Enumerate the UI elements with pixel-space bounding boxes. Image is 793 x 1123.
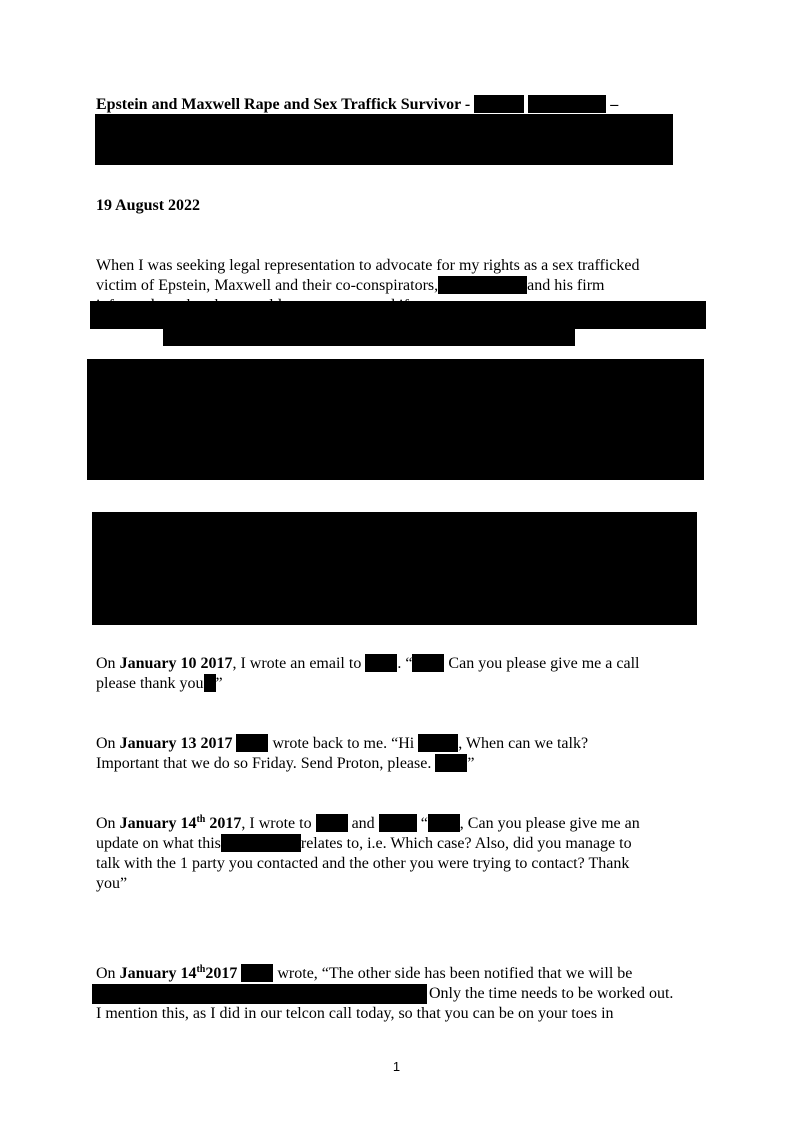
text-span: ” <box>215 675 223 692</box>
paragraph-line <box>96 654 639 674</box>
text-span: , I wrote an email to <box>232 655 362 672</box>
ordinal-suffix: th <box>196 814 206 825</box>
redaction <box>528 95 606 113</box>
ordinal-suffix: th <box>196 964 206 975</box>
text-span: On <box>96 735 116 752</box>
text-span: and his firm <box>527 277 605 294</box>
text-span: wrote, “The other side has been notified that we will be <box>273 965 633 982</box>
date-part: January 14 <box>119 815 197 832</box>
date-part: January 14 <box>119 965 197 982</box>
redaction <box>221 834 301 852</box>
text-span: victim of Epstein, Maxwell and their co-conspirators, <box>96 277 439 294</box>
text-span: , When can we talk? <box>458 735 589 752</box>
redaction <box>236 734 268 752</box>
redaction <box>438 276 527 294</box>
text-span: “ <box>416 815 428 832</box>
redaction-block <box>87 359 704 480</box>
page-number: 1 <box>392 1059 401 1074</box>
redaction <box>204 674 216 692</box>
paragraph-line: I mention this, as I did in our telcon call today, so that you can be on your toes in <box>96 1005 614 1022</box>
text-span: On <box>96 965 116 982</box>
text-span: and <box>347 815 375 832</box>
paragraph-line <box>96 834 632 854</box>
redaction <box>474 95 524 113</box>
redaction <box>412 654 444 672</box>
paragraph-line <box>96 964 632 984</box>
document-title <box>96 95 618 115</box>
date-text: January 10 2017 <box>119 655 233 672</box>
text-span: Can you please give me a call <box>444 655 640 672</box>
text-span: please thank you <box>96 675 204 692</box>
paragraph-line <box>96 276 604 296</box>
paragraph-line <box>96 734 588 754</box>
document-date: 19 August 2022 <box>96 197 201 214</box>
paragraph-line <box>96 674 223 694</box>
redaction <box>428 814 460 832</box>
redaction-block <box>92 512 697 625</box>
title-text: Epstein and Maxwell Rape and Sex Traffick Survivor - <box>96 96 471 113</box>
paragraph-line <box>96 814 640 834</box>
text-span: relates to, i.e. Which case? Also, did you manage to <box>300 835 632 852</box>
paragraph-line: talk with the 1 party you contacted and the other you were trying to contact? Thank <box>96 855 630 872</box>
text-span: . “ <box>397 655 413 672</box>
redaction-block <box>92 984 427 1004</box>
date-part: 2017 <box>205 965 238 982</box>
redaction-block <box>90 301 706 329</box>
text-span: ” <box>467 755 475 772</box>
paragraph-line: Only the time needs to be worked out. <box>429 985 674 1002</box>
paragraph-line: you” <box>96 875 128 892</box>
date-text <box>120 965 238 982</box>
text-span: , Can you please give me an <box>459 815 640 832</box>
text-span: On <box>96 815 116 832</box>
redaction-block <box>95 114 673 165</box>
redaction <box>365 654 397 672</box>
date-part: 2017 <box>205 815 242 832</box>
redaction <box>241 964 273 982</box>
redaction <box>316 814 348 832</box>
redaction-block <box>163 329 575 346</box>
text-span: update on what this <box>96 835 221 852</box>
redaction <box>418 734 458 752</box>
paragraph-line: When I was seeking legal representation to advocate for my rights as a sex trafficked <box>96 257 640 274</box>
text-span: On <box>96 655 116 672</box>
date-text: January 13 2017 <box>119 735 233 752</box>
text-span: , I wrote to <box>241 815 312 832</box>
title-dash: – <box>610 96 619 113</box>
text-span: wrote back to me. “Hi <box>268 735 415 752</box>
redaction <box>379 814 417 832</box>
paragraph-line <box>96 754 474 774</box>
date-text <box>120 815 242 832</box>
redaction <box>435 754 467 772</box>
text-span: Important that we do so Friday. Send Proton, please. <box>96 755 432 772</box>
